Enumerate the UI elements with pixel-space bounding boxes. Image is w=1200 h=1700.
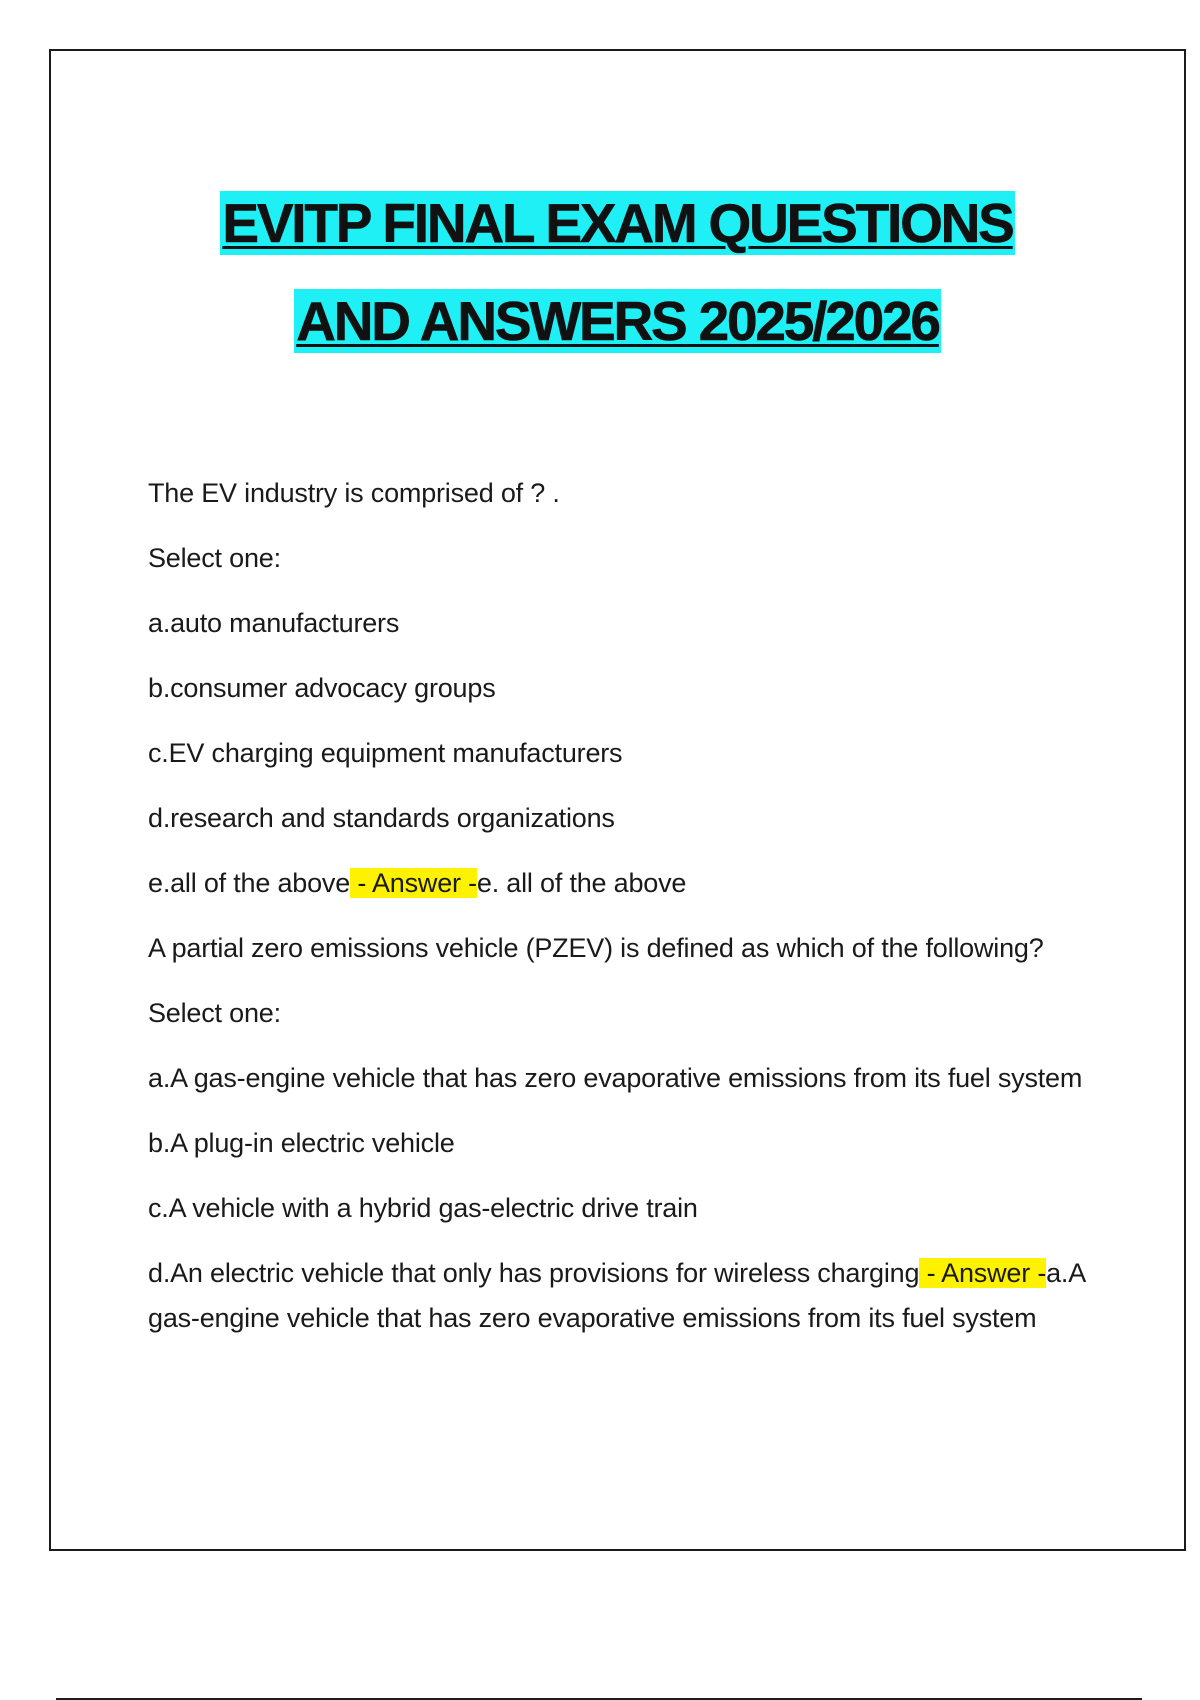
question-1-option-e: e.all of the above xyxy=(148,868,351,898)
question-1-option-b: b.consumer advocacy groups xyxy=(148,673,496,703)
question-2-option-d-with-answer xyxy=(148,1251,1108,1341)
question-2-option-b: b.A plug-in electric vehicle xyxy=(148,1128,455,1158)
question-1-text: The EV industry is comprised of ? . xyxy=(148,478,560,508)
question-1-option-c: c.EV charging equipment manufacturers xyxy=(148,738,623,768)
document-title xyxy=(51,191,1184,353)
answer-marker-2: - Answer - xyxy=(919,1258,1047,1288)
title-line-1: EVITP FINAL EXAM QUESTIONS xyxy=(222,192,1013,254)
question-2-instruction: Select one: xyxy=(148,998,281,1028)
page-frame xyxy=(49,49,1186,1551)
question-2-option-a: a.A gas-engine vehicle that has zero evaporative emissions from its fuel system xyxy=(148,1063,1083,1093)
question-2-text: A partial zero emissions vehicle (PZEV) is defined as which of the following? xyxy=(148,933,1044,963)
exam-content xyxy=(148,471,1108,1361)
question-1-option-a: a.auto manufacturers xyxy=(148,608,400,638)
question-1-option-e-with-answer xyxy=(148,861,1108,906)
answer-text-1: e. all of the above xyxy=(476,868,687,898)
question-2-option-c: c.A vehicle with a hybrid gas-electric drive train xyxy=(148,1193,698,1223)
question-1-option-d: d.research and standards organizations xyxy=(148,803,615,833)
question-1-instruction: Select one: xyxy=(148,543,281,573)
question-2-option-d: d.An electric vehicle that only has provisions for wireless charging xyxy=(148,1258,920,1288)
title-line-2: AND ANSWERS 2025/2026 xyxy=(296,290,939,352)
answer-text-2: a.A gas-engine vehicle that has zero evaporative emissions from its fuel system xyxy=(148,1258,1085,1333)
answer-marker-1: - Answer - xyxy=(350,868,477,898)
